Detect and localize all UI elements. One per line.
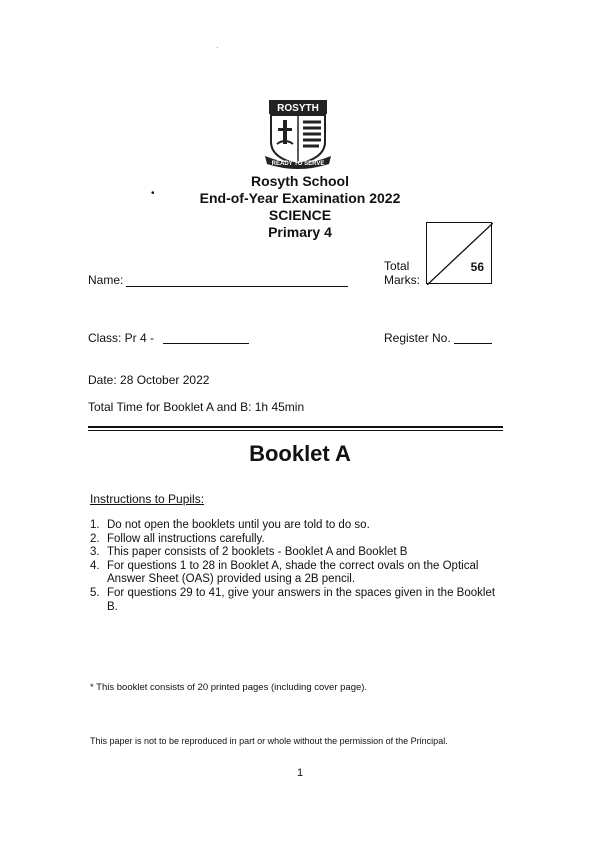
register-field-line[interactable] xyxy=(454,343,492,344)
instruction-text: For questions 1 to 28 in Booklet A, shade the correct ovals on the Optical Answer Sheet (OAS) provided using a 2B pencil. xyxy=(107,559,479,586)
instructions-list xyxy=(90,519,500,614)
instruction-number: 1. xyxy=(90,519,100,531)
total-label: Total xyxy=(384,259,410,273)
register-label: Register No. xyxy=(384,331,451,345)
school-name: Rosyth School xyxy=(250,173,349,189)
class-field-line[interactable] xyxy=(163,343,249,344)
instruction-text: This paper consists of 2 booklets - Booklet A and Booklet B xyxy=(107,546,408,559)
scan-speck: · xyxy=(216,43,219,52)
class-label: Class: Pr 4 - xyxy=(88,331,155,345)
school-crest-logo xyxy=(263,98,333,170)
instruction-item xyxy=(90,560,500,587)
instruction-number: 3. xyxy=(90,546,100,559)
page-count-note: * This booklet consists of 20 printed pages (including cover page). xyxy=(90,682,368,693)
exam-title: End-of-Year Examination 2022 xyxy=(199,190,401,206)
instruction-text: For questions 29 to 41, give your answers in the spaces given in the Booklet B. xyxy=(107,586,496,613)
instruction-item xyxy=(90,546,500,560)
total-time: Total Time for Booklet A and B: 1h 45min xyxy=(88,400,305,414)
instruction-text: Do not open the booklets until you are told to do so. xyxy=(107,519,370,531)
instruction-number: 5. xyxy=(90,586,100,599)
instruction-item xyxy=(90,587,500,614)
instruction-number: 2. xyxy=(90,532,100,545)
name-label: Name: xyxy=(88,273,124,287)
instruction-item xyxy=(90,519,500,533)
scan-speck: • xyxy=(151,188,155,199)
exam-date: Date: 28 October 2022 xyxy=(88,373,210,387)
copyright-notice: This paper is not to be reproduced in part or whole without the permission of the Principal. xyxy=(90,736,448,746)
name-field-line[interactable] xyxy=(126,286,348,287)
crest-motto: READY TO SERVE xyxy=(271,161,325,167)
page-number: 1 xyxy=(296,767,304,779)
subject-title: SCIENCE xyxy=(268,207,332,223)
level-title: Primary 4 xyxy=(268,224,332,240)
total-marks-box xyxy=(426,222,492,284)
instruction-text: Follow all instructions carefully. xyxy=(107,532,265,545)
instructions-heading: Instructions to Pupils: xyxy=(90,492,205,506)
instruction-item xyxy=(90,533,500,547)
instruction-number: 4. xyxy=(90,559,100,572)
booklet-title: Booklet A xyxy=(249,441,351,466)
total-marks-value: 56 xyxy=(470,260,484,274)
divider-line xyxy=(88,426,503,428)
marks-label: Marks: xyxy=(384,273,420,287)
crest-top-text: ROSYTH xyxy=(277,103,319,114)
divider-line xyxy=(88,430,503,431)
